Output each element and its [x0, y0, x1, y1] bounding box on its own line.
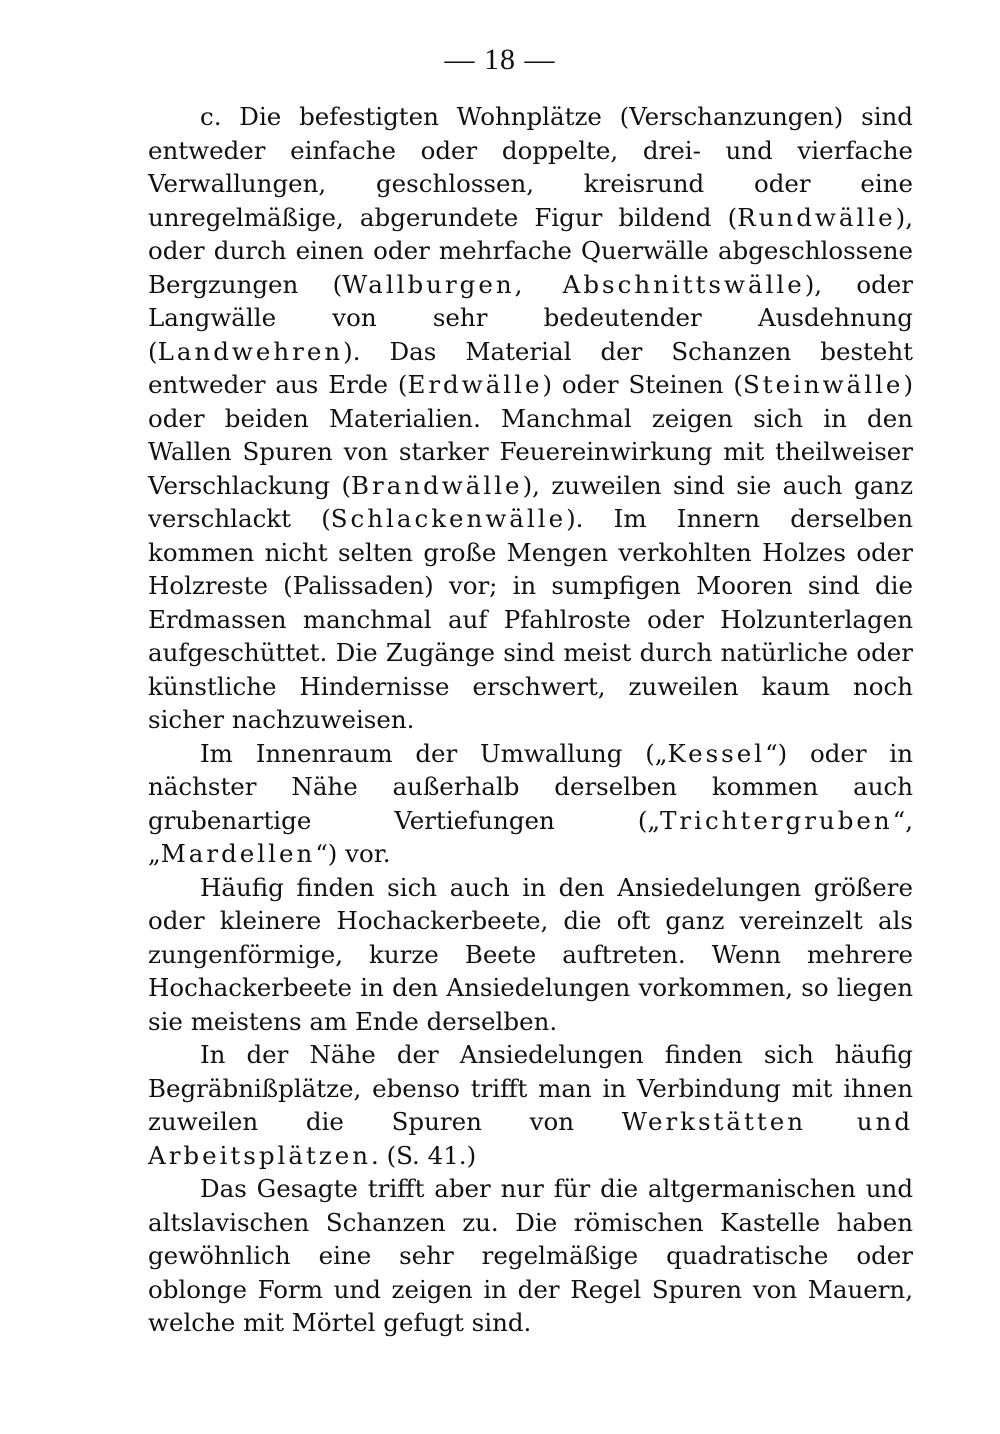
text-run: ), oder Langwälle von sehr bedeutender Ausdehnung ( — [148, 269, 914, 366]
term-erdwaelle: Erdwälle — [407, 370, 543, 399]
text-run: ). Im Innern derselben kommen nicht selten große Mengen verkohlten Holzes oder Holzreste (Palissaden) vor; in sumpfigen Mooren sind die Erdmassen manchmal auf Pfahlroste oder Holzunterlagen aufgeschüttet. Die Zugänge sind meist durch natürliche oder künstliche Hindernisse erschwert, zuweilen kaum noch sicher nachzuweisen. — [148, 504, 914, 734]
body-text — [148, 100, 913, 1340]
term-landwehren: Landwehren — [157, 336, 344, 366]
page-number: — 18 — — [444, 43, 556, 76]
text-run: “, „ — [148, 805, 913, 868]
paragraph-roman-forts — [148, 1172, 913, 1340]
paragraph-hochackerbeete — [148, 871, 913, 1039]
text-run: . (S. 41.) — [371, 1140, 477, 1170]
text-run: Im Innenraum der Umwallung („ — [200, 738, 668, 768]
term-wallburgen: Wallburgen, Abschnittswälle — [342, 269, 805, 299]
term-rundwaelle: Rundwälle — [737, 202, 896, 232]
term-kessel: Kessel — [667, 738, 766, 768]
text-run: ), zuweilen sind sie auch ganz verschlackt ( — [148, 470, 913, 533]
text-run: ) oder Steinen ( — [542, 370, 743, 399]
term-mardellen: Mardellen — [160, 839, 316, 868]
paragraph-fortified-dwellings — [148, 100, 913, 737]
term-brandwaelle: Brandwälle — [351, 470, 523, 500]
term-werkstaetten: Werkstätten und Arbeitsplätzen — [148, 1107, 913, 1170]
term-trichtergruben: Trichtergruben — [660, 805, 893, 835]
text-run: “) vor. — [315, 839, 391, 868]
text-run: Das Gesagte trifft aber nur für die altgermanischen und altslavischen Schanzen zu. Die römischen Kastelle haben gewöhnlich eine sehr regelmäßige quadratische oder oblonge Form und zeigen in der Regel Spuren von Mauern, welche mit Mörtel gefugt sind. — [148, 1174, 913, 1337]
paragraph-burial-places — [148, 1038, 913, 1172]
text-run: Häufig finden sich auch in den Ansiedelungen größere oder kleinere Hochackerbeete, die oft ganz vereinzelt als zungenförmige, kurze Beete auftreten. Wenn mehrere Hochackerbeete in den Ansiedelungen vorkommen, so liegen sie meistens am Ende derselben. — [148, 872, 913, 1036]
term-steinwaelle: Steinwälle — [742, 370, 904, 399]
text-run: c. Die befestigten Wohnplätze (Verschanzungen) sind entweder einfache oder doppelte, drei- und vierfache Verwallungen, geschlossen, kreisrund oder eine unregelmäßige, abgerundete Figur bildend ( — [148, 102, 913, 232]
text-run: “) oder in nächster Nähe außerhalb derselben kommen auch grubenartige Vertiefungen („ — [148, 738, 914, 835]
term-schlackenwaelle: Schlackenwälle — [330, 504, 567, 533]
text-run: In der Nähe der Ansiedelungen finden sich häufig Begräbnißplätze, ebenso trifft man in Verbindung mit ihnen zuweilen die Spuren von — [148, 1040, 913, 1136]
text-run: ) oder beiden Materialien. Manchmal zeigen sich in den Wallen Spuren von starker Feuereinwirkung mit theilweiser Verschlackung ( — [148, 370, 913, 500]
text-run: ), oder durch einen oder mehrfache Querwälle abgeschlossene Bergzungen ( — [148, 202, 913, 299]
text-run: ). Das Material der Schanzen besteht entweder aus Erde ( — [148, 336, 913, 399]
paragraph-inner-space — [148, 737, 913, 871]
